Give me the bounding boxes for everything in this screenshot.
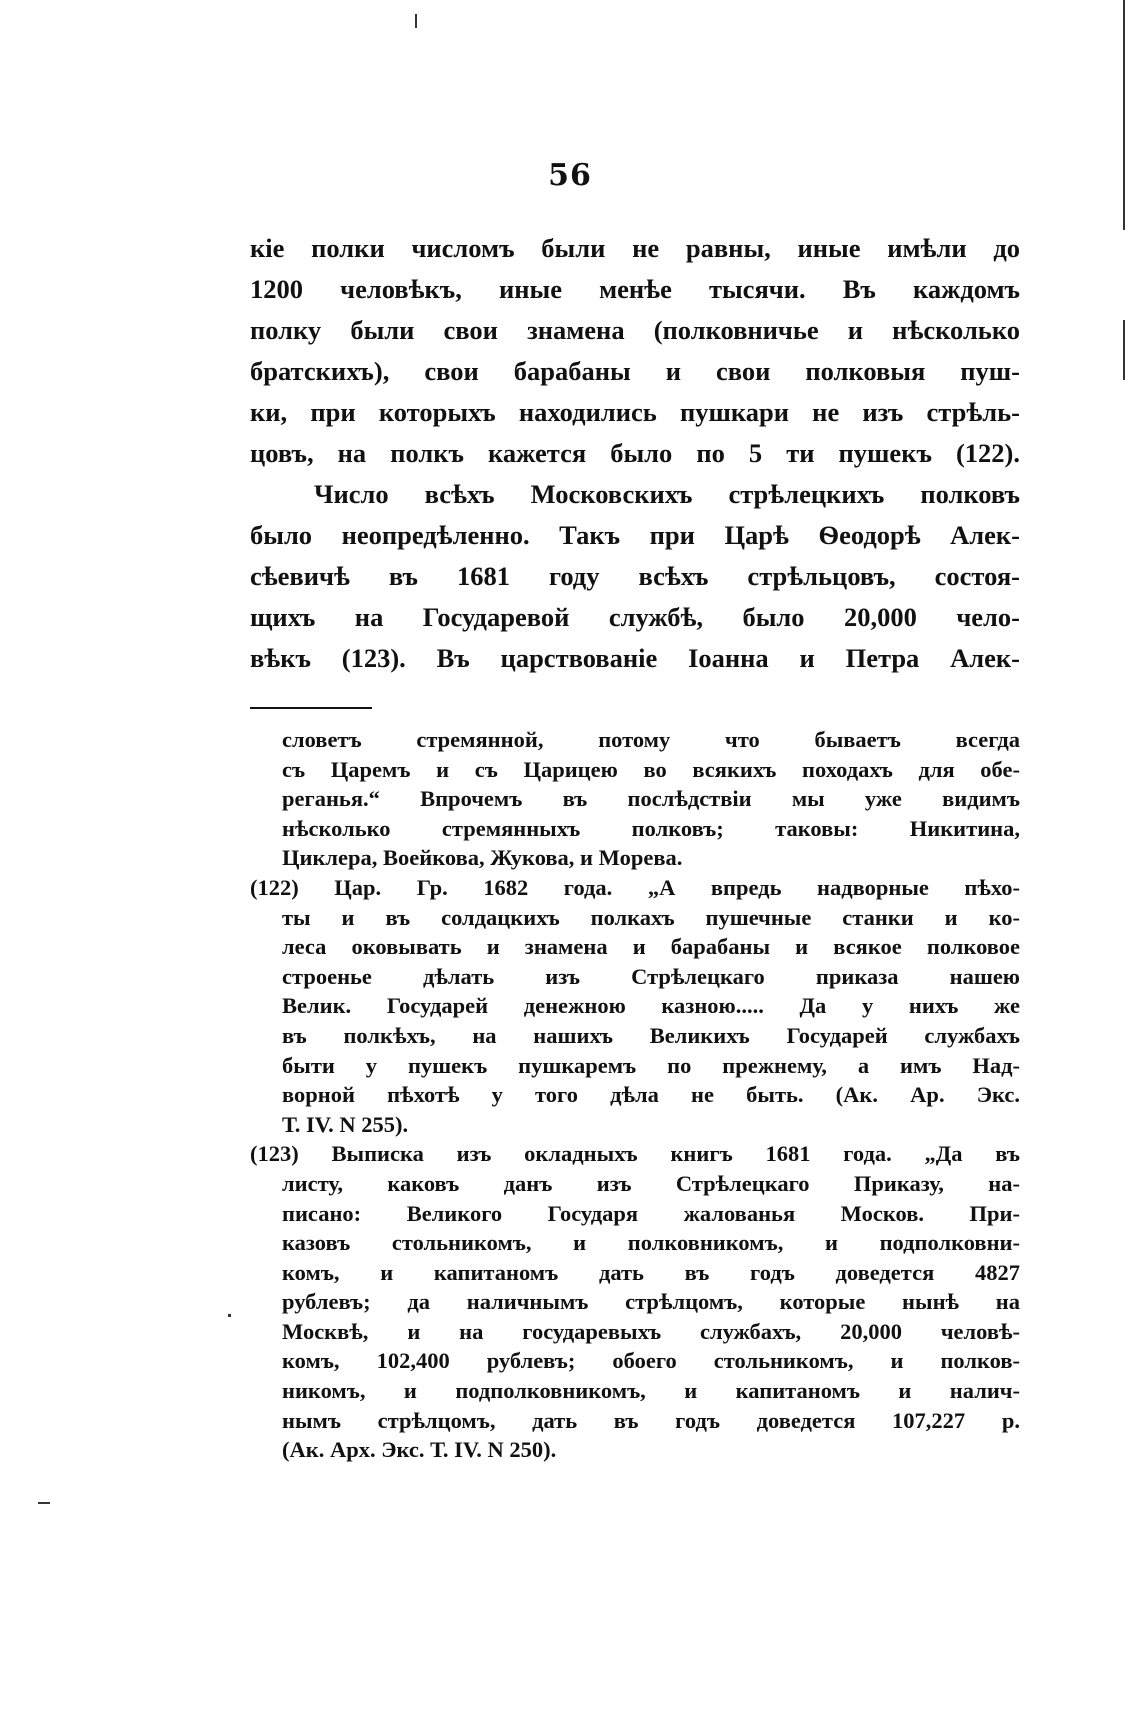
footnote-line: ворной пѣхотѣ у того дѣла не быть. (Ак. Ар. Экс.	[282, 1082, 1020, 1108]
footnotes	[250, 725, 1020, 1465]
footnote-line: Велик. Государей денежною казною..... Да у нихъ же	[282, 993, 1020, 1019]
footnote-line: листу, каковъ данъ изъ Стрѣлецкаго Приказу, на-	[282, 1170, 1020, 1196]
scan-mark-bottom-left	[38, 1502, 50, 1504]
footnote-line: нымъ стрѣлцомъ, дать въ годъ доведется 107,227 р.	[282, 1407, 1020, 1433]
footnote-line: Т. IV. N 255).	[282, 1111, 409, 1137]
main-text-line: цовъ, на полкъ кажется было по 5 ти пушекъ (122).	[250, 438, 1020, 468]
main-text-line: Число всѣхъ Московскихъ стрѣлецкихъ полковъ	[314, 479, 1020, 509]
footnote-line: комъ, и капитаномъ дать въ годъ доведется 4827	[282, 1259, 1020, 1285]
footnote-line: словетъ стремянной, потому что бываетъ всегда	[282, 727, 1020, 752]
main-text	[250, 228, 1020, 679]
main-text-line: ки, при которыхъ находились пушкари не изъ стрѣль-	[250, 397, 1020, 427]
footnote-line: Циклера, Воейкова, Жукова, и Морева.	[282, 845, 683, 871]
main-text-line: братскихъ), свои барабаны и свои полковыя пуш-	[250, 356, 1020, 386]
main-text-line: полку были свои знамена (полковничье и нѣсколько	[250, 315, 1020, 345]
footnote-line: Москвѣ, и на государевыхъ службахъ, 20,000 человѣ-	[282, 1318, 1020, 1344]
footnote-line: съ Царемъ и съ Царицею во всякихъ походахъ для обе-	[282, 756, 1020, 782]
footnote-122	[250, 873, 1020, 1139]
scan-mark-top	[415, 14, 417, 28]
main-text-line: сѣевичѣ въ 1681 году всѣхъ стрѣльцовъ, состоя-	[250, 561, 1020, 591]
footnote-line: рублевъ; да наличнымъ стрѣлцомъ, которые нынѣ на	[282, 1289, 1020, 1315]
footnote-line: леса оковывать и знамена и барабаны и всякое полковое	[282, 934, 1020, 960]
footnote-line: писано: Великого Государя жалованья Москов. При-	[282, 1200, 1020, 1226]
footnote-line: (123) Выписка изъ окладныхъ книгъ 1681 года. „Да въ	[250, 1141, 1020, 1167]
footnote-line: въ полкѣхъ, на нашихъ Великихъ Государей службахъ	[282, 1022, 1020, 1048]
scan-mark-right-edge	[1123, 0, 1125, 230]
footnote-separator	[250, 707, 372, 709]
footnote-123	[250, 1139, 1020, 1465]
footnote-line: никомъ, и подполковникомъ, и капитаномъ и налич-	[282, 1378, 1020, 1404]
footnote-line: реганья.“ Впрочемъ въ послѣдствіи мы уже видимъ	[282, 786, 1020, 812]
footnote-line: быти у пушекъ пушкаремъ по прежнему, а имъ Над-	[282, 1052, 1020, 1078]
scan-mark-right-edge	[1123, 320, 1125, 380]
main-text-line: щихъ на Государевой службѣ, было 20,000 чело-	[250, 602, 1020, 632]
footnote-line: (122) Цар. Гр. 1682 года. „А впредь надворные пѣхо-	[250, 874, 1020, 900]
scan-mark-left	[228, 1314, 231, 1317]
main-text-line: 1200 человѣкъ, иные менѣе тысячи. Въ каждомъ	[250, 274, 1020, 304]
footnote-line: (Ак. Арх. Экс. Т. IV. N 250).	[282, 1437, 557, 1463]
main-text-line: кіе полки числомъ были не равны, иные имѣли до	[250, 233, 1020, 263]
footnote-line: ты и въ солдацкихъ полкахъ пушечные станки и ко-	[282, 904, 1020, 930]
footnote-line: строенье дѣлать изъ Стрѣлецкаго приказа нашею	[282, 963, 1020, 989]
main-text-line: было неопредѣленно. Такъ при Царѣ Ѳеодорѣ Алек-	[250, 520, 1020, 550]
footnote-continued	[250, 725, 1020, 873]
main-text-line: вѣкъ (123). Въ царствованіе Іоанна и Петра Алек-	[250, 643, 1020, 673]
footnote-line: казовъ стольникомъ, и полковникомъ, и подполковни-	[282, 1230, 1020, 1256]
page-number: 56	[548, 158, 592, 193]
footnote-line: нѣсколько стремянныхъ полковъ; таковы: Никитина,	[282, 815, 1020, 841]
footnote-line: комъ, 102,400 рублевъ; обоего стольникомъ, и полков-	[282, 1348, 1020, 1374]
